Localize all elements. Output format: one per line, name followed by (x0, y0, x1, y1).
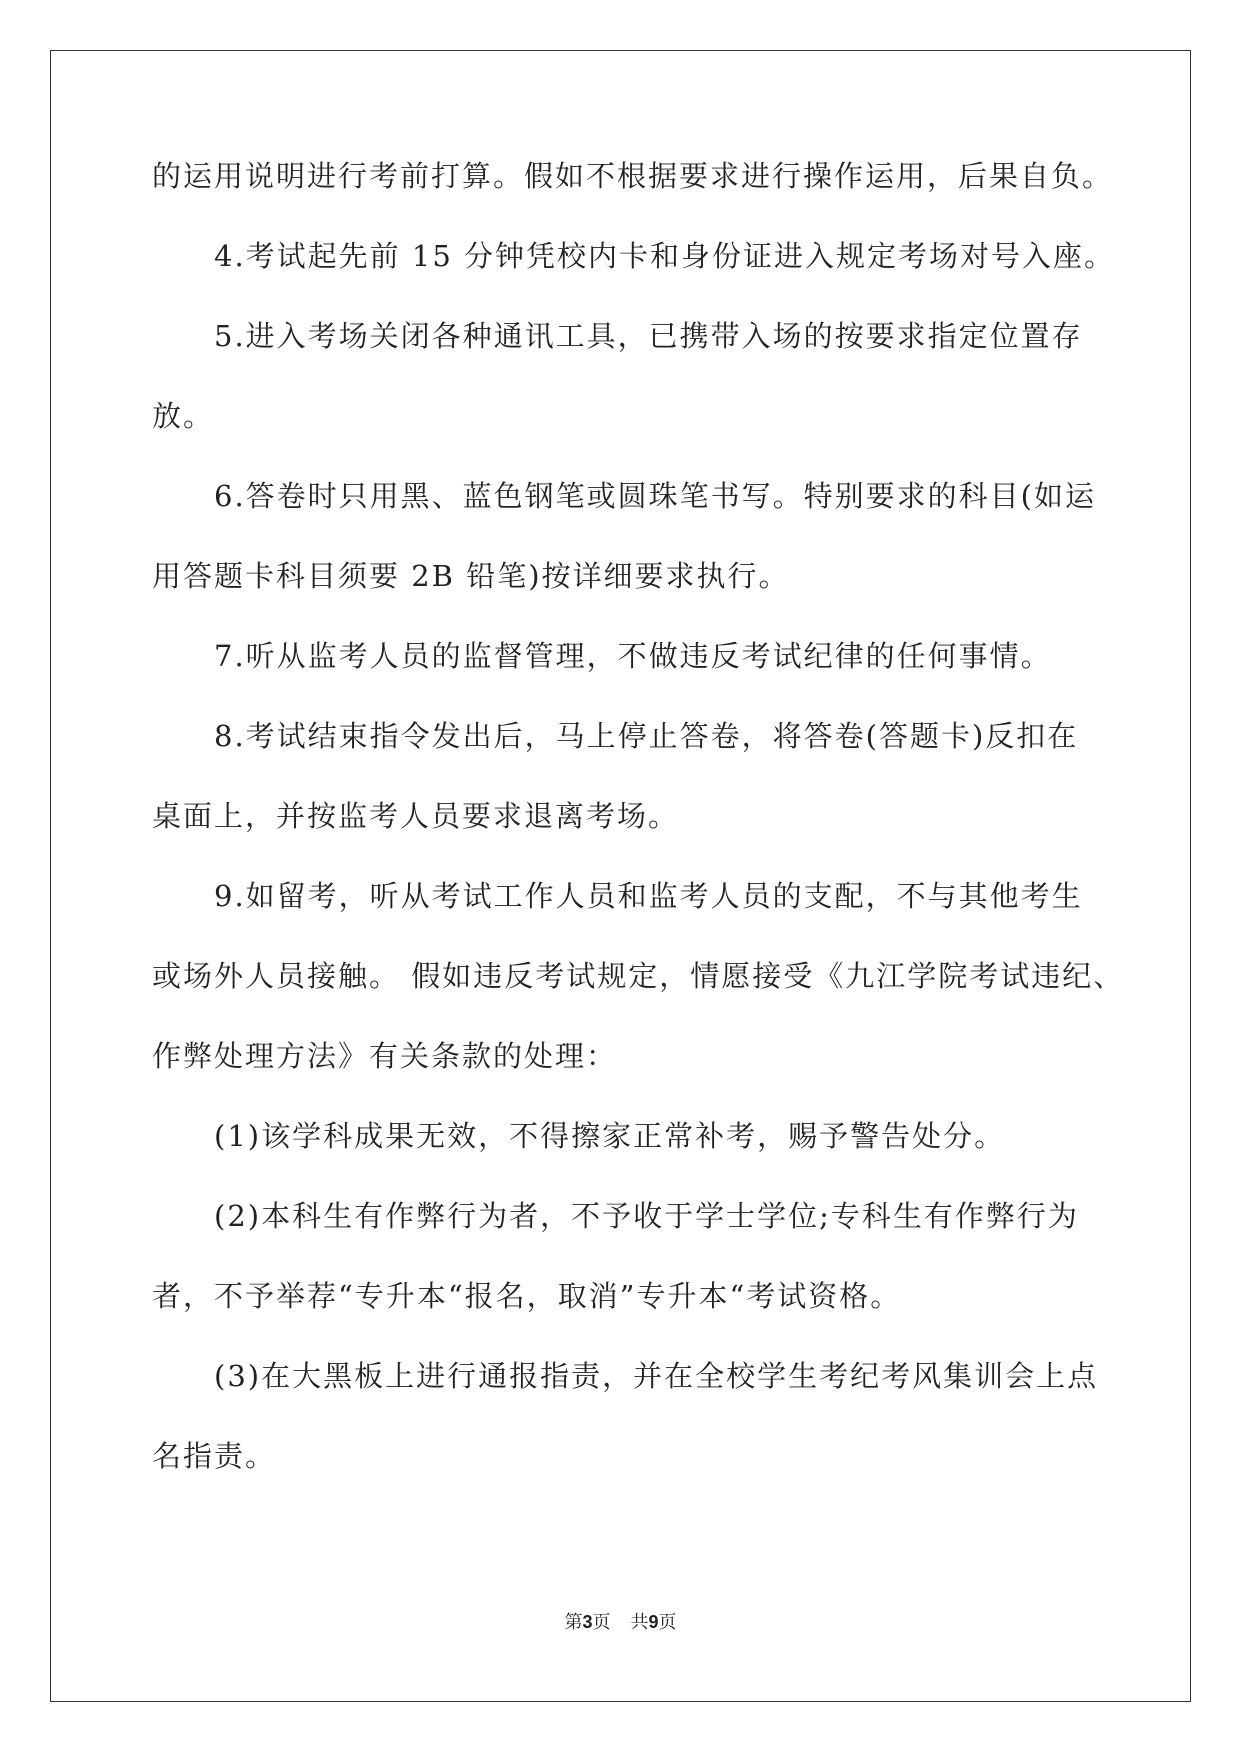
total-suffix: 页 (658, 1612, 677, 1633)
paragraph-line: 8.考试结束指令发出后，马上停止答卷，将答卷(答题卡)反扣在 (214, 719, 1079, 753)
paragraph-line: 名指责。 (152, 1439, 277, 1473)
page-footer (0, 1608, 1241, 1634)
page-suffix: 页 (592, 1612, 611, 1633)
paragraph-line: 4.考试起先前 15 分钟凭校内卡和身份证进入规定考场对号入座。 (214, 239, 1116, 273)
total-pages: 9 (648, 1612, 659, 1632)
paragraph-line: 者，不予举荐“专升本“报名，取消”专升本“考试资格。 (152, 1279, 902, 1313)
paragraph-line: 9.如留考，听从考试工作人员和监考人员的支配，不与其他考生 (214, 879, 1083, 913)
paragraph-line: (2)本科生有作弊行为者，不予收于学士学位;专科生有作弊行为 (214, 1199, 1079, 1233)
paragraph-line: 5.进入考场关闭各种通讯工具，已携带入场的按要求指定位置存 (214, 319, 1083, 353)
paragraph-line: (1)该学科成果无效，不得擦家正常补考，赐予警告处分。 (214, 1119, 1006, 1153)
paragraph-line: 放。 (152, 399, 215, 433)
paragraph-line: 作弊处理方法》有关条款的处理： (152, 1039, 618, 1073)
paragraph-line: 的运用说明进行考前打算。假如不根据要求进行操作运用，后果自负。 (152, 159, 1114, 193)
paragraph-line: 用答题卡科目须要 2B 铅笔)按详细要求执行。 (152, 559, 790, 593)
paragraph-line: 或场外人员接触。 假如违反考试规定，情愿接受《九江学院考试违纪、 (152, 959, 1125, 993)
paragraph-line: 6.答卷时只用黑、蓝色钢笔或圆珠笔书写。特别要求的科目(如运 (214, 479, 1096, 513)
paragraph-line: (3)在大黑板上进行通报指责，并在全校学生考纪考风集训会上点 (214, 1359, 1099, 1393)
page-number: 3 (582, 1612, 593, 1632)
page-prefix: 第 (564, 1612, 583, 1633)
total-prefix: 共 (630, 1612, 649, 1633)
paragraph-line: 7.听从监考人员的监督管理，不做违反考试纪律的任何事情。 (214, 639, 1052, 673)
document-body (152, 156, 1125, 1516)
paragraph-line: 桌面上，并按监考人员要求退离考场。 (152, 799, 680, 833)
